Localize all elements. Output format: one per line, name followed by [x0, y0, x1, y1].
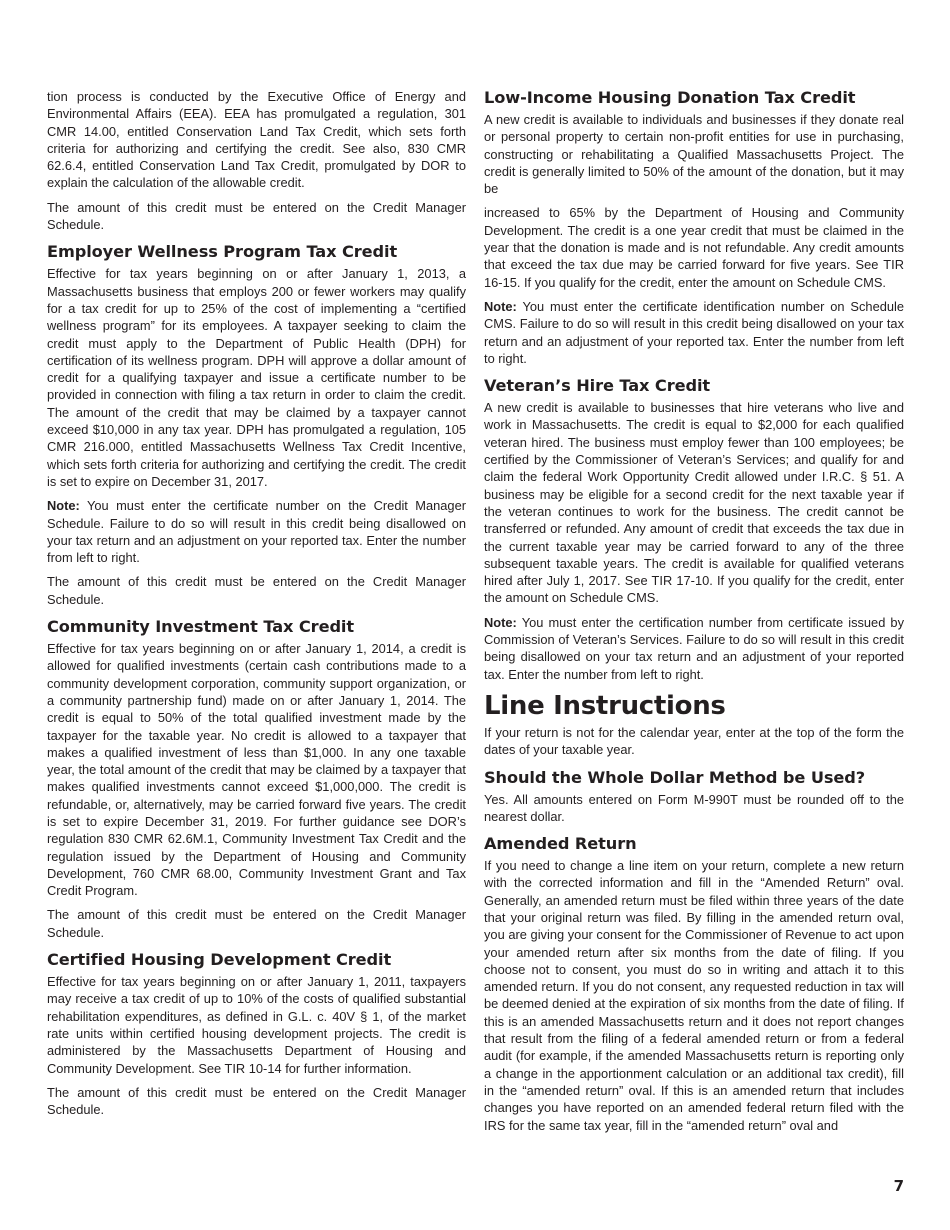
- conservation-credit-manager-paragraph: The amount of this credit must be entered on the Credit Manager Schedule.: [47, 199, 466, 233]
- page-number: 7: [893, 1177, 904, 1195]
- community-heading: Community Investment Tax Credit: [47, 617, 355, 637]
- whole-dollar-heading: Should the Whole Dollar Method be Used?: [484, 767, 866, 787]
- whole-dollar-paragraph: Yes. All amounts entered on Form M-990T must be rounded off to the nearest dollar.: [484, 791, 904, 824]
- amended-return-paragraph: If you need to change a line item on your return, complete a new return with the corrected information and fill in the “Amended Return” oval. Generally, an amended return must be filed within three years of the date that your original return was filed. By filling in the amended return oval, you are giving your consent for the Commissioner of Revenue to act upon your amended return after six months from the date of filing. If you choose not to consent, you must do so in writing and attach it to this amended return. If you do not consent, any requested reduction in tax will be deemed denied at the expiration of six months from the date of filing. If this is an amended Massachusetts return and it does not report changes that result from the filing of a federal amended return or from a federal audit (for example, if the amended Massachusetts return is reporting only a change in the apportionment calculation or an additional tax credit), fill in the “amended return” oval. If this is an amended return that includes changes you have reported on an amended federal return filed with the IRS for the same tax year, fill in the “amended return” oval and: [484, 858, 904, 1133]
- wellness-credit-manager-paragraph: The amount of this credit must be entered on the Credit Manager Schedule.: [47, 574, 466, 607]
- wellness-note: [47, 497, 466, 566]
- housing-development-credit-manager-paragraph: The amount of this credit must be entered on the Credit Manager Schedule.: [47, 1084, 466, 1118]
- line-instructions-paragraph: If your return is not for the calendar year, enter at the top of the form the dates of your taxable year.: [484, 724, 904, 758]
- wellness-heading: Employer Wellness Program Tax Credit: [47, 242, 398, 262]
- veteran-note: [484, 614, 904, 683]
- left-column: [47, 88, 466, 1125]
- note-label: Note:: [47, 498, 80, 514]
- low-income-paragraph: A new credit is available to individuals and businesses if they donate real or personal property to certain non-profit entities for use in purchasing, constructing or rehabilitating a Qualified Massachusetts Project. The credit is generally limited to 50% of the amount of the donation, but it may be: [484, 112, 904, 197]
- note-text: You must enter the certificate number on the Credit Manager Schedule. Failure to do so will result in this credit being disallowed on your tax return and an adjustment on your reported tax. Enter the number from left to right.: [47, 498, 466, 566]
- veteran-paragraph: A new credit is available to businesses that hire veterans who live and work in Massachusetts. The credit is equal to $2,000 for each qualified veteran hired. The business must employ fewer than 100 employees; be certified by the Commissioner of Veteran’s Services; and qualify for and claim the federal Work Opportunity Credit allowed under I.R.C. § 51. A business may be eligible for a second credit for the next taxable year if the veteran continues to work for the business. The credit cannot be transferred or refunded. Any amount of credit that exceeds the tax due in the current taxable year may be carried forward to any of the three subsequent taxable years. The credit is available for qualified veterans hired after July 1, 2017. See TIR 17-10. If you qualify for the credit, enter the amount on Schedule CMS.: [484, 400, 904, 606]
- housing-development-paragraph: Effective for tax years beginning on or after January 1, 2011, taxpayers may receive a tax credit of up to 10% of the costs of qualified substantial rehabilitation expenditures, as defined in G.L. c. 40V § 1, of the market rate units within certified housing development projects. The credit is administered by the Massachusetts Department of Housing and Community Development. See TIR 10-14 for further information.: [47, 974, 466, 1076]
- low-income-note: [484, 298, 904, 367]
- conservation-continued-paragraph: tion process is conducted by the Executive Office of Energy and Environmental Affairs (EEA). EEA has promulgated a regulation, 301 CMR 14.00, entitled Conservation Land Tax Credit, which sets forth criteria for authorizing and certifying the credit. See also, 830 CMR 62.6.4, entitled Conservation Land Tax Credit, promulgated by DOR to explain the calculation of the allowable credit.: [47, 89, 466, 191]
- low-income-paragraph-continued: increased to 65% by the Department of Housing and Community Development. The credit is a one year credit that must be claimed in the year that the donation is made and is not refundable. Any credit amounts that exceed the tax due may be carried forward for five years. See TIR 16-15. If you qualify for the credit, enter the amount on Schedule CMS.: [484, 205, 904, 290]
- amended-return-heading: Amended Return: [484, 834, 637, 854]
- veteran-heading: Veteran’s Hire Tax Credit: [484, 376, 711, 396]
- community-credit-manager-paragraph: The amount of this credit must be entered on the Credit Manager Schedule.: [47, 907, 466, 940]
- community-paragraph: Effective for tax years beginning on or after January 1, 2014, a credit is allowed for qualified investments (certain cash contributions made to a community development corporation, community support organization, or a community partnership fund) made on or after January 1, 2014. The credit is equal to 50% of the total qualified investment made by the taxpayer for the taxable year. No credit is allowed to a taxpayer that makes a qualified investment of less than $1,000. In any one taxable year, the total amount of the credit that may be claimed by a taxpayer that makes qualified investments cannot exceed $1,000,000. The credit is refundable, or, alternatively, may be carried forward five years. The credit is set to expire December 31, 2019. For further guidance see DOR’s regulation 830 CMR 62.6M.1, Community Investment Tax Credit and the regulation issued by the Department of Housing and Community Development, 760 CMR 68.00, Community Investment Grant and Tax Credit Program.: [47, 641, 466, 899]
- wellness-paragraph: Effective for tax years beginning on or after January 1, 2013, a Massachusetts business that employs 200 or fewer workers may qualify for a tax credit for up to 25% of the cost of implementing a “certified wellness program” for its employees. A taxpayer seeking to claim the credit must apply to the Department of Public Health (DPH) for certification of its wellness program. DPH will approve a dollar amount of credit for a qualifying taxpayer and issue a certificate number to be provided in connection with filing a tax return in order to claim the credit. The amount of the credit that may be claimed by a taxpayer cannot exceed $10,000 in any tax year. DPH has promulgated a regulation, 105 CMR 216.000, entitled Massachusetts Wellness Tax Credit Incentive, which sets forth criteria for authorizing and certifying the credit. The credit is set to expire on December 31, 2017.: [47, 266, 466, 489]
- note-label: Note:: [484, 614, 517, 630]
- note-text: You must enter the certification number from certificate issued by Commission of Veteran’s Services. Failure to do so will result in this credit being disallowed on your tax return and an adjustment of your reported tax. Enter the number from left to right.: [484, 614, 904, 682]
- note-text: You must enter the certificate identification number on Schedule CMS. Failure to do so will result in this credit being disallowed on your tax return and an adjustment of your reported tax. Enter the number from left to right.: [484, 298, 904, 366]
- line-instructions-heading: Line Instructions: [484, 690, 726, 721]
- housing-development-heading: Certified Housing Development Credit: [47, 950, 392, 970]
- right-column: [484, 88, 904, 1141]
- note-label: Note:: [484, 298, 517, 314]
- low-income-heading: Low-Income Housing Donation Tax Credit: [484, 88, 856, 107]
